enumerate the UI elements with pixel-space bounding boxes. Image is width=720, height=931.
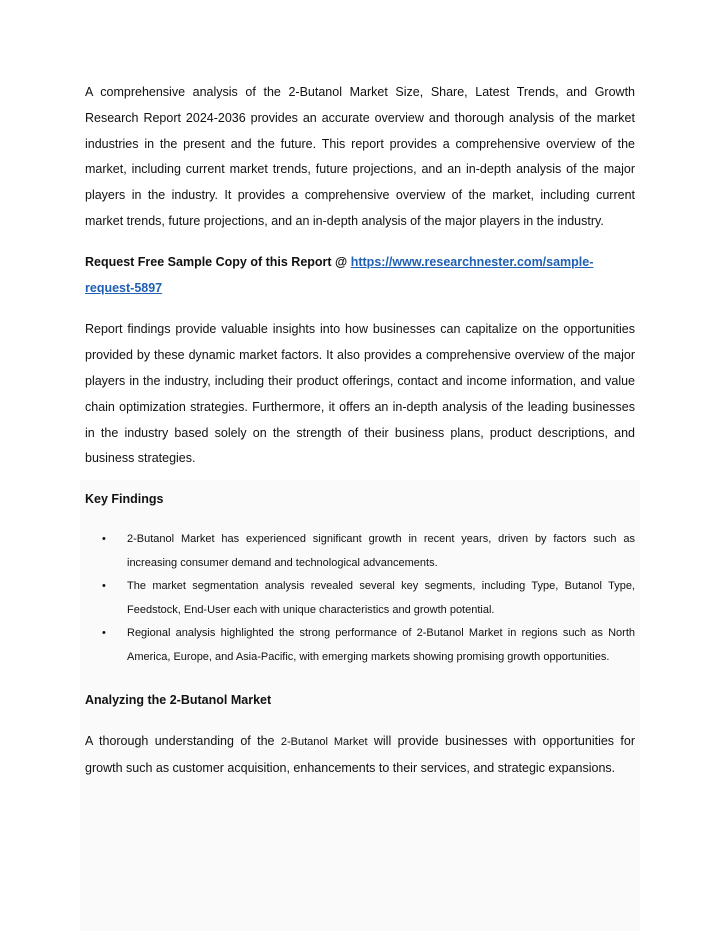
intro-paragraph: A comprehensive analysis of the 2-Butanol Market Size, Share, Latest Trends, and Growth Research Report 2024-2036 provides an accurate overview and thorough analysis of the market industries in the present and the future. This report provides a comprehensive overview of the market, including current market trends, future projections, and an in-depth analysis of the major players in the industry. It provides a comprehensive overview of the market, including current market trends, future projections, and an in-depth analysis of the major players in the industry. — [85, 85, 635, 228]
bullet-icon: • — [102, 580, 106, 593]
bullet-icon: • — [102, 533, 106, 546]
analyzing-text-start: A thorough understanding of the — [85, 734, 281, 749]
bullet-icon: • — [102, 627, 106, 640]
key-findings-heading: Key Findings — [85, 492, 164, 507]
analyzing-text-end: will provide businesses with opportunities for growth such as customer acquisition, enhancements to their services, and strategic expansions. — [85, 734, 635, 775]
analyzing-paragraph — [85, 729, 635, 782]
list-item-text: 2-Butanol Market has experienced significant growth in recent years, driven by factors such as increasing consumer demand and technological advancements. — [127, 533, 635, 569]
list-item — [85, 575, 635, 622]
analyzing-market-name: 2-Butanol Market — [280, 736, 368, 749]
request-sample-line — [85, 250, 635, 302]
list-item — [85, 622, 635, 669]
sample-request-link[interactable]: https://www.researchnester.com/sample-request-5897 — [85, 254, 594, 295]
list-item-text: Regional analysis highlighted the strong performance of 2-Butanol Market in regions such as North America, Europe, and Asia-Pacific, with emerging markets showing promising growth opportunities. — [127, 627, 635, 663]
findings-paragraph: Report findings provide valuable insights into how businesses can capitalize on the opportunities provided by these dynamic market factors. It also provides a comprehensive overview of the major players in the industry, including their product offerings, contact and income information, and value chain optimization strategies. Furthermore, it offers an in-depth analysis of the leading businesses in the industry based solely on the strength of their business plans, product descriptions, and business strategies. — [85, 322, 635, 466]
analyzing-heading: Analyzing the 2-Butanol Market — [85, 693, 272, 708]
request-label: Request Free Sample Copy of this Report @ — [85, 254, 351, 269]
document-content — [85, 80, 635, 782]
list-item — [85, 528, 635, 575]
key-findings-list — [85, 528, 635, 669]
list-item-text: The market segmentation analysis revealed several key segments, including Type, Butanol Type, Feedstock, End-User each with unique characteristics and growth potential. — [127, 580, 635, 616]
